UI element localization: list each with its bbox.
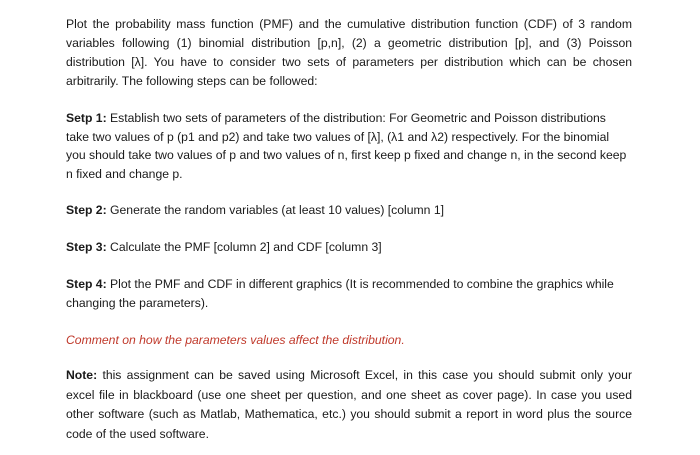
note-label: Note: [66, 368, 98, 382]
step-3-text: Calculate the PMF [column 2] and CDF [column 3] [110, 240, 382, 254]
step-3-label: Step 3: [66, 240, 107, 254]
step-4-label: Step 4: [66, 277, 107, 291]
step-2-label: Step 2: [66, 203, 107, 217]
step-2-paragraph [66, 201, 632, 220]
step-4-text: Plot the PMF and CDF in different graphics (It is recommended to combine the graphics while changing the parameters). [66, 277, 614, 310]
step-2-text: Generate the random variables (at least 10 values) [column 1] [110, 203, 445, 217]
step-1-paragraph: Setp 1: Establish two sets of parameters of the distribution: For Geometric and Poisson distributions take two values of p (p1 and p2) and take two values of [λ], (λ1 and λ2) respectively. For the binomial you should take two values of p and two values of n, first keep p fixed and change n, in the second keep n fixed and change p. [66, 111, 627, 181]
assignment-document [66, 15, 632, 444]
comment-instruction: Comment on how the parameters values affect the distribution. [66, 333, 405, 347]
step-1-label: Setp 1 [66, 111, 103, 125]
step-1-text: Establish two sets of parameters of the distribution: For Geometric and Poisson distributions take two values of p (p1 and p2) and take two values of [λ], (λ1 and λ2) respectively. For the binomial you should take two values of p and two values of n, first keep p fixed and change n, in the second keep n fixed and change p. [66, 111, 627, 181]
note-paragraph [66, 366, 632, 444]
step-3-paragraph [66, 238, 632, 257]
intro-paragraph: Plot the probability mass function (PMF) and the cumulative distribution function (CDF) of 3 random variables following (1) binomial distribution [p,n], (2) a geometric distribution [p], and (3) Poisson distribution [λ]. You have to consider two sets of parameters per distribution which can be chosen arbitrarily. The following steps can be followed: [66, 17, 632, 88]
step-4-paragraph [66, 275, 632, 313]
note-text: this assignment can be saved using Microsoft Excel, in this case you should submit only your excel file in blackboard (use one sheet per question, and one sheet as cover page). In case you used other software (such as Matlab, Mathematica, etc.) you should submit a report in word plus the source code of the used software. [66, 368, 632, 441]
